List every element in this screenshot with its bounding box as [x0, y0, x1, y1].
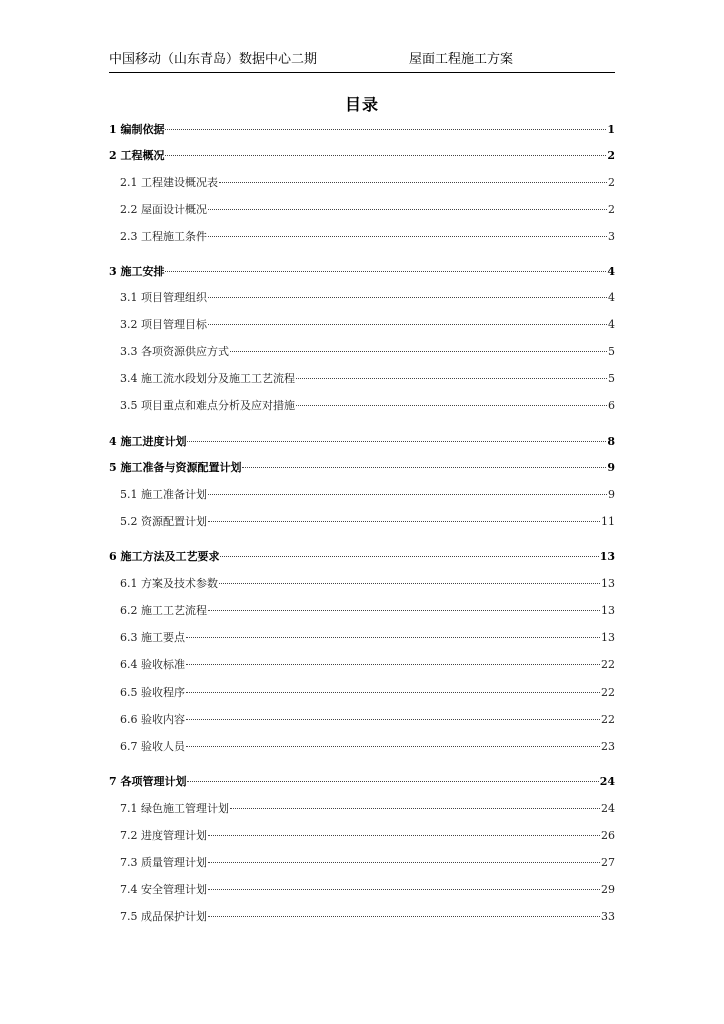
- toc-entry-label: 3.4 施工流水段划分及施工工艺流程: [120, 372, 295, 385]
- toc-entry-label: 5.2 资源配置计划: [120, 515, 207, 528]
- toc-entry-label: 7.2 进度管理计划: [120, 829, 207, 842]
- toc-entry-page: 2: [608, 203, 615, 216]
- toc-entry-label: 3.1 项目管理组织: [120, 291, 207, 304]
- toc-title: 目录: [344, 95, 379, 114]
- toc-entry-7-4[interactable]: [120, 882, 615, 898]
- toc-entry-7-3[interactable]: [120, 855, 615, 871]
- toc-entry-label: 6 施工方法及工艺要求: [109, 550, 220, 563]
- toc-entry-page: 13: [599, 550, 615, 563]
- toc-entry-4[interactable]: [109, 434, 615, 450]
- toc-entry-7[interactable]: [109, 774, 615, 790]
- toc-entry-page: 8: [607, 435, 615, 448]
- toc-entry-label: 2 工程概况: [109, 149, 165, 162]
- toc-entry-3-2[interactable]: [120, 317, 615, 333]
- toc-entry-1[interactable]: [109, 122, 615, 138]
- toc-dot-leader: [186, 664, 600, 665]
- toc-entry-page: 22: [601, 686, 615, 699]
- toc-entry-page: 26: [601, 829, 615, 842]
- toc-entry-2-3[interactable]: [120, 229, 615, 245]
- toc-dot-leader: [165, 155, 606, 156]
- toc-entry-label: 3.3 各项资源供应方式: [120, 345, 229, 358]
- toc-entry-7-5[interactable]: [120, 909, 615, 925]
- toc-dot-leader: [165, 271, 606, 272]
- toc-entry-page: 9: [608, 488, 615, 501]
- toc-entry-page: 2: [608, 176, 615, 189]
- toc-entry-5-1[interactable]: [120, 487, 615, 503]
- toc-dot-leader: [165, 129, 606, 130]
- toc-dot-leader: [208, 862, 600, 863]
- toc-dot-leader: [296, 378, 607, 379]
- page-header: [109, 50, 615, 73]
- toc-entry-6-1[interactable]: [120, 576, 615, 592]
- toc-entry-label: 5 施工准备与资源配置计划: [109, 461, 242, 474]
- toc-entry-3-3[interactable]: [120, 344, 615, 360]
- toc-entry-page: 22: [601, 713, 615, 726]
- toc-entry-5-2[interactable]: [120, 514, 615, 530]
- toc-entry-6-3[interactable]: [120, 630, 615, 646]
- toc-entry-7-2[interactable]: [120, 828, 615, 844]
- toc-entry-label: 2.1 工程建设概况表: [120, 176, 218, 189]
- toc-entry-page: 11: [601, 515, 615, 528]
- toc-dot-leader: [208, 297, 607, 298]
- toc-dot-leader: [187, 441, 606, 442]
- toc-entry-6-7[interactable]: [120, 739, 615, 755]
- toc-entry-label: 7 各项管理计划: [109, 775, 187, 788]
- toc-entry-3-1[interactable]: [120, 290, 615, 306]
- toc-dot-leader: [220, 556, 598, 557]
- toc-entry-label: 6.4 验收标准: [120, 658, 185, 671]
- toc-dot-leader: [208, 889, 600, 890]
- toc-dot-leader: [208, 835, 600, 836]
- toc-entry-label: 7.3 质量管理计划: [120, 856, 207, 869]
- toc-entry-page: 13: [601, 631, 615, 644]
- toc-entry-page: 5: [608, 345, 615, 358]
- toc-entry-page: 27: [601, 856, 615, 869]
- toc-entry-page: 23: [601, 740, 615, 753]
- toc-entry-label: 7.4 安全管理计划: [120, 883, 207, 896]
- toc-entry-page: 2: [607, 149, 615, 162]
- toc-dot-leader: [208, 324, 607, 325]
- toc-entry-label: 7.1 绿色施工管理计划: [120, 802, 229, 815]
- toc-dot-leader: [208, 494, 607, 495]
- toc-dot-leader: [219, 182, 607, 183]
- toc-entry-label: 6.1 方案及技术参数: [120, 577, 218, 590]
- toc-dot-leader: [296, 405, 607, 406]
- toc-entry-page: 24: [601, 802, 615, 815]
- toc-dot-leader: [230, 808, 600, 809]
- toc-entry-6[interactable]: [109, 549, 615, 565]
- toc-entry-page: 13: [601, 577, 615, 590]
- toc-dot-leader: [186, 719, 600, 720]
- toc-entry-page: 6: [608, 399, 615, 412]
- toc-entry-page: 5: [608, 372, 615, 385]
- header-document-title: 屋面工程施工方案: [409, 52, 514, 67]
- toc-entry-label: 6.3 施工要点: [120, 631, 185, 644]
- toc-entry-label: 2.2 屋面设计概况: [120, 203, 207, 216]
- toc-entry-page: 4: [607, 265, 615, 278]
- toc-entry-7-1[interactable]: [120, 801, 615, 817]
- header-project-name: 中国移动（山东青岛）数据中心二期: [109, 52, 318, 67]
- toc-dot-leader: [208, 521, 600, 522]
- toc-entry-page: 4: [608, 318, 615, 331]
- toc-entry-page: 4: [608, 291, 615, 304]
- toc-entry-page: 9: [607, 461, 615, 474]
- toc-entry-page: 13: [601, 604, 615, 617]
- toc-entry-2[interactable]: [109, 148, 615, 164]
- toc-dot-leader: [187, 781, 598, 782]
- toc-dot-leader: [186, 746, 600, 747]
- toc-entry-label: 3 施工安排: [109, 265, 165, 278]
- toc-entry-label: 2.3 工程施工条件: [120, 230, 207, 243]
- toc-entry-3[interactable]: [109, 264, 615, 280]
- toc-entry-6-6[interactable]: [120, 712, 615, 728]
- toc-dot-leader: [208, 610, 600, 611]
- toc-entry-label: 6.2 施工工艺流程: [120, 604, 207, 617]
- toc-entry-label: 3.2 项目管理目标: [120, 318, 207, 331]
- toc-dot-leader: [208, 209, 607, 210]
- toc-entry-page: 22: [601, 658, 615, 671]
- toc-entry-page: 29: [601, 883, 615, 896]
- toc-dot-leader: [208, 916, 600, 917]
- toc-entry-5[interactable]: [109, 460, 615, 476]
- toc-entry-label: 6.5 验收程序: [120, 686, 185, 699]
- toc-entry-2-2[interactable]: [120, 202, 615, 218]
- toc-entry-2-1[interactable]: [120, 175, 615, 191]
- toc-dot-leader: [219, 583, 600, 584]
- toc-dot-leader: [208, 236, 607, 237]
- toc-entry-6-5[interactable]: [120, 685, 615, 701]
- toc-dot-leader: [186, 692, 600, 693]
- toc-entry-label: 5.1 施工准备计划: [120, 488, 207, 501]
- toc-dot-leader: [186, 637, 600, 638]
- toc-entry-page: 1: [607, 123, 615, 136]
- toc-entry-page: 24: [599, 775, 615, 788]
- toc-entry-6-2[interactable]: [120, 603, 615, 619]
- toc-entry-label: 1 编制依据: [109, 123, 165, 136]
- toc-entry-label: 4 施工进度计划: [109, 435, 187, 448]
- toc-entry-6-4[interactable]: [120, 657, 615, 673]
- toc-entry-label: 6.6 验收内容: [120, 713, 185, 726]
- toc-entry-page: 3: [608, 230, 615, 243]
- toc-entry-page: 33: [601, 910, 615, 923]
- toc-entry-3-5[interactable]: [120, 398, 615, 414]
- toc-dot-leader: [242, 467, 606, 468]
- toc-entry-label: 7.5 成品保护计划: [120, 910, 207, 923]
- toc-entry-label: 6.7 验收人员: [120, 740, 185, 753]
- toc-entry-3-4[interactable]: [120, 371, 615, 387]
- toc-dot-leader: [230, 351, 607, 352]
- toc-entry-label: 3.5 项目重点和难点分析及应对措施: [120, 399, 295, 412]
